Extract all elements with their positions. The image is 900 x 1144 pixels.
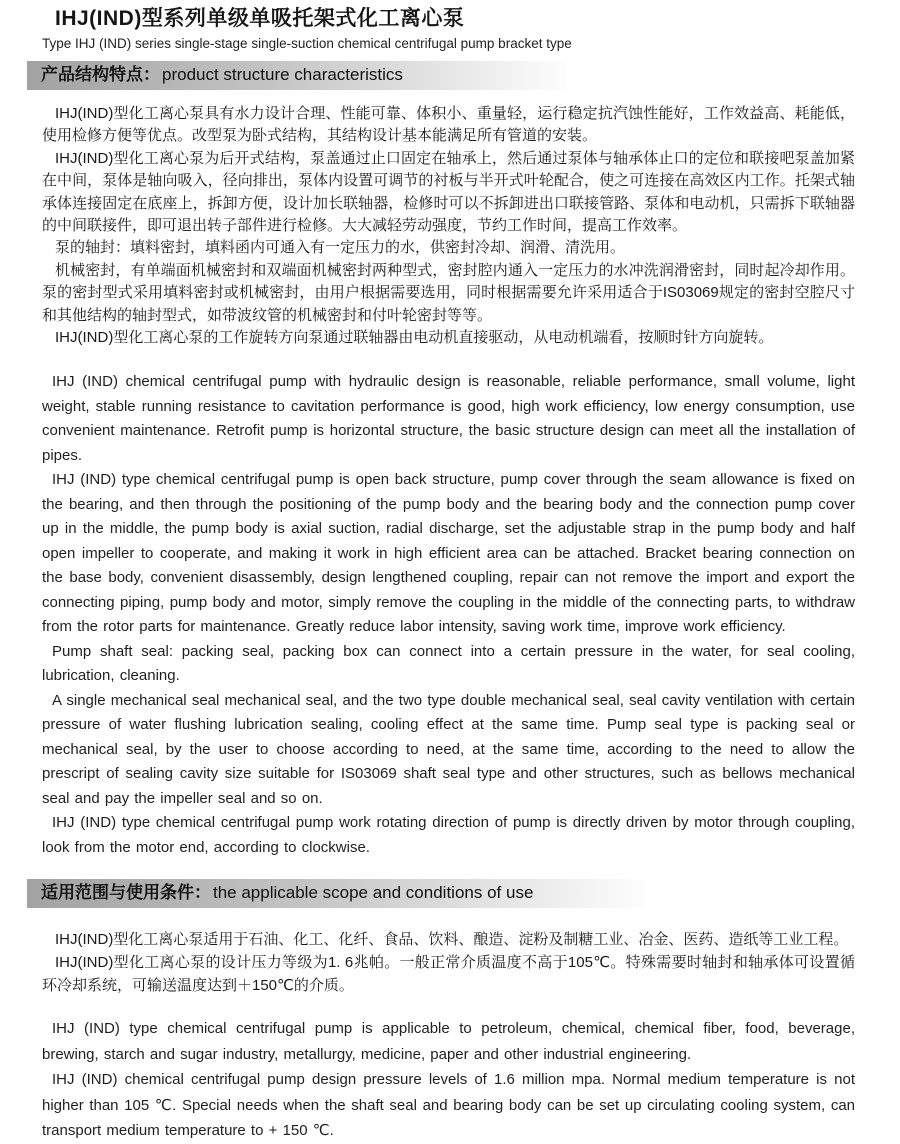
- section-heading-en: the applicable scope and conditions of use: [213, 883, 534, 903]
- english-text-block: [42, 370, 855, 860]
- paragraph-cn: 机械密封，有单端面机械密封和双端面机械密封两种型式，密封腔内通入一定压力的水冲洗润滑密封，同时起冷却作用。泵的密封型式采用填料密封或机械密封，由用户根据需要选用，同时根据需要允许采用适合于IS03069规定的密封空腔尺寸和其他结构的轴封型式，如带波纹管的机械密封和付叶轮密封等等。: [42, 261, 855, 324]
- paragraph-en: IHJ (IND) type chemical centrifugal pump is open back structure, pump cover through the seam allowance is fixed on the bearing, and then through the positioning of the pump body and the bearing body and the connection pump cover up in the middle, the pump body is axial suction, radial discharge, set the adjustable strap in the pump body and half open impeller to cooperate, and making it work in high efficient area can be attached. Bracket bearing connection on the base body, convenient disassembly, design lengthened coupling, repair can not remove the import and export the connecting piping, pump body and motor, simply remove the coupling in the middle of the connecting parts, to withdraw from the rotor parts for maintenance. Greatly reduce labor intensity, saving work time, improve work efficiency.: [42, 471, 855, 636]
- paragraph-cn: IHJ(IND)型化工离心泵具有水力设计合理、性能可靠、体积小、重量轻，运行稳定抗汽蚀性能好，工作效益高、耗能低，使用检修方便等优点。改型泵为卧式结构，其结构设计基本能满足所有管道的安装。: [42, 105, 855, 145]
- paragraph-cn: 泵的轴封：填料密封，填料函内可通入有一定压力的水，供密封冷却、润滑、清洗用。: [55, 239, 626, 257]
- document-header: [42, 6, 855, 52]
- section-heading-product-structure: [27, 61, 567, 90]
- chinese-text-block: [42, 103, 855, 349]
- paragraph-cn: IHJ(IND)型化工离心泵适用于石油、化工、化纤、食品、饮料、酿造、淀粉及制糖工业、冶金、医药、造纸等工业工程。: [55, 931, 849, 949]
- paragraph-cn: IHJ(IND)型化工离心泵为后开式结构，泵盖通过止口固定在轴承上，然后通过泵体与轴承体止口的定位和联接吧泵盖加紧在中间，泵体是轴向吸入，径向排出，泵体内设置可调节的衬板与半开式叶轮配合，使之可连接在高效区内工作。托架式轴承体连接固定在底座上，拆卸方便，设计加长联轴器，检修时可以不拆卸进出口联接管路、泵体和电动机，只需拆下联轴器的中间联接件，即可退出转子部件进行检修。大大减轻劳动强度，节约工作时间，提高工作效率。: [42, 149, 855, 235]
- section-heading-cn: 适用范围与使用条件：: [41, 883, 211, 903]
- english-text-block: [42, 1016, 855, 1144]
- section-heading-cn: 产品结构特点：: [41, 65, 160, 84]
- paragraph-en: IHJ (IND) type chemical centrifugal pump is applicable to petroleum, chemical, chemical fiber, food, beverage, brewing, starch and sugar industry, metallurgy, medicine, paper and other industrial engineering.: [42, 1020, 855, 1063]
- section-heading-applicable-scope: [27, 879, 645, 908]
- paragraph-en: IHJ (IND) chemical centrifugal pump with hydraulic design is reasonable, reliable performance, small volume, light weight, stable running resistance to cavitation performance is good, high work efficiency, low energy consumption, use convenient maintenance. Retrofit pump is horizontal structure, the basic structure design can meet all the installation of pipes.: [42, 373, 855, 464]
- paragraph-cn: IHJ(IND)型化工离心泵的工作旋转方向泵通过联轴器由电动机直接驱动，从电动机端看，按顺时针方向旋转。: [55, 329, 774, 347]
- chinese-text-block: [42, 928, 855, 997]
- page-subtitle: Type IHJ (IND) series single-stage single-suction chemical centrifugal pump bracket type: [42, 36, 572, 51]
- section-heading-en: product structure characteristics: [162, 65, 403, 84]
- section-product-structure: [42, 61, 855, 860]
- paragraph-en: Pump shaft seal: packing seal, packing box can connect into a certain pressure in the water, for seal cooling, lubrication, cleaning.: [42, 642, 855, 685]
- section-applicable-scope: [42, 879, 855, 1144]
- paragraph-en: A single mechanical seal mechanical seal, and the two type double mechanical seal, seal cavity ventilation with certain pressure of water flushing lubrication sealing, cooling effect at the same time. Pump seal type is packing seal or mechanical seal, by the user to choose according to need, at the same time, according to the need to allow the prescript of sealing cavity size suitable for IS03069 shaft seal type and other structures, such as bellows mechanical seal and pay the impeller seal and so on.: [42, 691, 855, 807]
- paragraph-cn: IHJ(IND)型化工离心泵的设计压力等级为1. 6兆帕。一般正常介质温度不高于105℃。特殊需要时轴封和轴承体可设置循环冷却系统，可输送温度达到＋150℃的介质。: [42, 954, 855, 995]
- paragraph-en: IHJ (IND) type chemical centrifugal pump work rotating direction of pump is directly driven by motor through coupling, look from the motor end, according to clockwise.: [42, 814, 855, 856]
- page-title: IHJ(IND)型系列单级单吸托架式化工离心泵: [55, 7, 465, 30]
- paragraph-en: IHJ (IND) chemical centrifugal pump design pressure levels of 1.6 million mpa. Normal medium temperature is not higher than 105 ℃. Special needs when the shaft seal and bearing body can be set up circulating cooling system, can transport medium temperature to + 150 ℃.: [42, 1071, 855, 1140]
